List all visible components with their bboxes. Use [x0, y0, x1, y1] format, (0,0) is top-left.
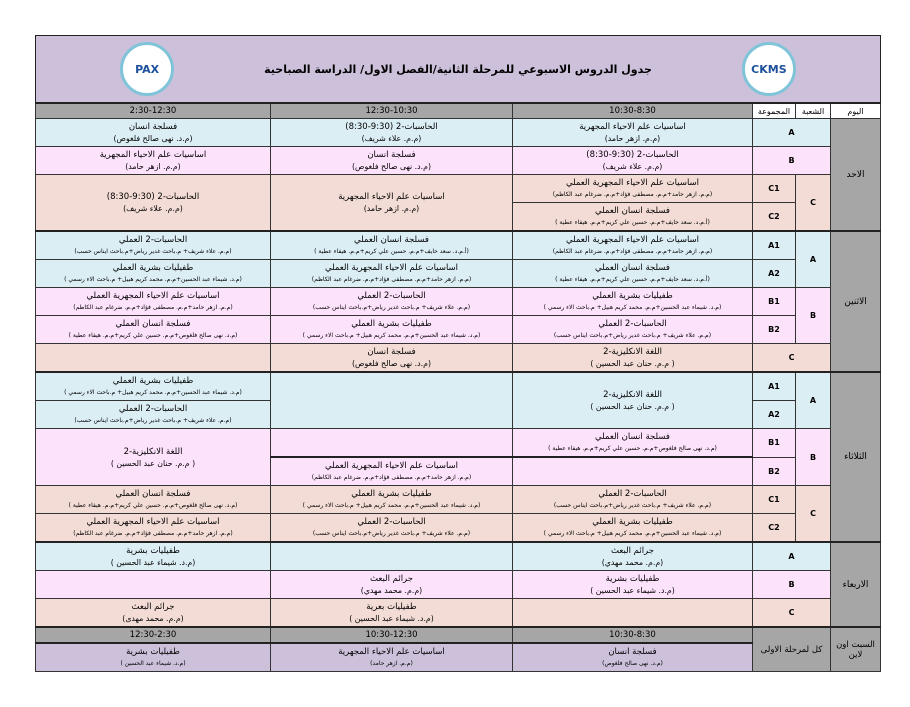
- class-cell: [271, 231, 513, 260]
- class-cell: [271, 486, 513, 514]
- teacher-name: (م.م. ازهر حامد): [604, 134, 661, 143]
- class-cell: [513, 288, 753, 316]
- teacher-name: ( م.م. حنان عبد الحسين ): [110, 458, 196, 468]
- header-time: 10:30-12:30: [271, 627, 513, 643]
- group-cell: B: [753, 147, 831, 175]
- class-cell: [513, 147, 753, 175]
- group-cell: B: [796, 429, 831, 486]
- class-cell: [513, 457, 753, 486]
- subject-name: الحاسبات-2 العملي: [357, 517, 426, 527]
- class-cell: [36, 514, 271, 543]
- class-cell: [513, 316, 753, 344]
- group-cell: B: [796, 288, 831, 344]
- teacher-name: (م.د. شيماء عبد الحسين ): [110, 558, 196, 567]
- class-cell: [513, 260, 753, 288]
- subject-name: اساسيات علم الاحياء المجهرية: [579, 122, 686, 132]
- subject-name: طفيليات بشرية العملي: [112, 376, 194, 386]
- subgroup-cell: C1: [753, 486, 796, 514]
- teacher-name: (م.م. علاء شريف): [123, 204, 183, 213]
- subject-name: فسلجة انسان العملي: [115, 319, 191, 329]
- subject-name: اساسيات علم الاحياء المجهرية العملي: [324, 263, 459, 273]
- teacher-name: (م.م. ازهر حامد): [363, 204, 420, 213]
- subject-name: طفيليات بشرية: [126, 546, 180, 556]
- teacher-name: (م.د. شيماء عبد الحسين+م.م. محمد كريم هبيل+ م.باحث الاء رسمي ): [302, 502, 481, 509]
- header-group: المجموعة: [753, 103, 796, 119]
- class-cell: [36, 119, 271, 147]
- class-cell: [36, 486, 271, 514]
- teacher-name: (م.د. نهى صالح فلغوص): [113, 134, 193, 143]
- timetable: [35, 35, 881, 672]
- subject-name: فسلجة انسان العملي: [595, 263, 670, 273]
- teacher-name: (أ.م.د. سعد حايف+م.م. حسين علي كريم+م.م. هيفاء عطية ): [314, 248, 469, 255]
- subject-name: اساسيات علم الاحياء المجهرية: [99, 150, 207, 160]
- class-cell: [271, 316, 513, 344]
- subject-name: الحاسبات-2 (9:30-8:30): [586, 150, 679, 160]
- teacher-name: (م.م. ازهر حامد): [125, 162, 181, 171]
- teacher-name: (أ.م.د. سعد حايف+م.م. حسين علي كريم+م.م. هيفاء عطية ): [555, 219, 710, 226]
- class-cell: [513, 429, 753, 458]
- teacher-name: (م.م. ازهر حامد+م.م. مصطفى فؤاد+م.م. ضرغام عبد الكاظم): [552, 191, 713, 198]
- subject-name: طفيليات بشرية: [126, 647, 180, 657]
- subject-name: طفيليات بشرية العملي: [351, 489, 432, 499]
- teacher-name: (أ.م.د. سعد حايف+م.م. حسين علي كريم+م.م. هيفاء عطية ): [555, 276, 710, 283]
- class-cell: [271, 599, 513, 628]
- subject-name: طفيليات بشرية العملي: [351, 319, 432, 329]
- subject-name: فسلجة انسان العملي: [595, 432, 670, 442]
- class-cell: [513, 571, 753, 599]
- subgroup-cell: A2: [753, 260, 796, 288]
- teacher-name: (م.د. شيماء عبد الحسين+م.م. محمد كريم هبيل+ م.باحث الاء رسمي ): [302, 332, 481, 339]
- teacher-name: (م.د. شيماء عبد الحسين ): [349, 614, 434, 623]
- subject-name: طفيليات بشرية العملي: [592, 291, 673, 301]
- subject-name: فسلجة انسان: [367, 150, 416, 160]
- day-cell: السبت اون لاين: [831, 627, 881, 672]
- header-time: 2:30-12:30: [36, 103, 271, 119]
- subject-name: الحاسبات-2 العملي: [118, 235, 188, 245]
- class-cell: [513, 119, 753, 147]
- subject-name: اساسيات علم الاحياء المجهرية العملي: [565, 235, 700, 245]
- subgroup-cell: B2: [753, 457, 796, 486]
- teacher-name: (م.م. علاء شريف): [602, 162, 663, 171]
- class-cell: [271, 119, 513, 147]
- subject-name: طفيليات بشرية العملي: [592, 517, 673, 527]
- class-cell: [271, 372, 513, 429]
- class-cell: [36, 643, 271, 672]
- group-cell: A: [796, 231, 831, 288]
- day-cell: الثلاثاء: [831, 372, 881, 542]
- subgroup-cell: C2: [753, 514, 796, 543]
- teacher-name: (م.م. محمد مهدي): [601, 558, 664, 567]
- group-cell: C: [753, 599, 831, 628]
- subject-name: اساسيات علم الاحياء المجهرية العملي: [324, 461, 459, 471]
- class-cell: [271, 260, 513, 288]
- class-cell: [513, 231, 753, 260]
- class-cell: [36, 260, 271, 288]
- subject-name: اساسيات علم الاحياء المجهرية: [338, 647, 445, 657]
- group-cell: A: [753, 119, 831, 147]
- subject-name: الحاسبات-2 (9:30-8:30): [106, 192, 200, 202]
- teacher-name: (م.م. محمد مهدى): [122, 614, 184, 623]
- subgroup-cell: A1: [753, 231, 796, 260]
- class-cell: [513, 175, 753, 203]
- subject-name: اساسيات علم الاحياء المجهرية العملي: [86, 517, 220, 527]
- teacher-name: (م.د. شيماء عبد الحسين ): [590, 586, 675, 595]
- teacher-name: ( م.م. حنان عبد الحسين ): [590, 359, 675, 368]
- page-title: جدول الدروس الاسبوعي للمرحلة الثانية/الفصل الاول/ الدراسة الصباحية: [264, 62, 652, 76]
- class-cell: [36, 231, 271, 260]
- header-time: 12:30-10:30: [271, 103, 513, 119]
- teacher-name: (م.د. شيماء عبد الحسين+م.م. محمد كريم هبيل+ م.باحث الاء رسمي ): [64, 276, 242, 283]
- class-cell: [271, 288, 513, 316]
- teacher-name: (م.م. ازهر حامد+م.م. مصطفى فؤاد+م.م. ضرغام عبد الكاظم): [311, 474, 472, 481]
- day-cell: الاحد: [831, 119, 881, 232]
- subject-name: الحاسبات-2 (9:30-8:30): [345, 122, 438, 132]
- class-cell: [271, 571, 513, 599]
- subject-name: طفيليات بشرية العملي: [112, 263, 194, 273]
- subject-name: اللغة الانكليزية-2: [123, 446, 183, 457]
- pax-logo: PAX: [120, 42, 174, 96]
- teacher-name: ( م.م. حنان عبد الحسين ): [590, 402, 675, 411]
- header-time: 10:30-8:30: [513, 627, 753, 643]
- subgroup-cell: B1: [753, 288, 796, 316]
- class-cell: [513, 344, 753, 373]
- header-section: الشعبة: [796, 103, 831, 119]
- class-cell: [36, 288, 271, 316]
- teacher-name: (م.م. علاء شريف+ م.باحث غدير رياض+م.باحث ايناس حسب): [74, 417, 232, 424]
- class-cell: [36, 429, 271, 486]
- class-cell: [36, 147, 271, 175]
- subject-name: فسلجة انسان العملي: [115, 489, 191, 499]
- teacher-name: (م.د. نهى صالح فلغوص): [352, 359, 431, 368]
- subgroup-cell: B1: [753, 429, 796, 458]
- subject-name: فسلجة انسان: [608, 647, 657, 657]
- subject-name: اساسيات علم الاحياء المجهرية: [338, 192, 445, 202]
- class-cell: [513, 542, 753, 571]
- teacher-name: (م.م. علاء شريف+ م.باحث غدير رياض+م.باحث ايناس حسب): [553, 502, 712, 509]
- subject-name: طفيليات بعرية: [366, 602, 417, 612]
- class-cell: [271, 429, 513, 458]
- teacher-name: (م.م. ازهر حامد): [370, 660, 413, 667]
- subject-name: الحاسبات-2 العملي: [598, 319, 667, 329]
- subject-name: اساسيات علم الاحياء المجهرية العملي: [565, 178, 700, 188]
- subject-name: جرائم البعث: [611, 546, 654, 556]
- subject-name: الحاسبات-2 العملي: [118, 404, 188, 414]
- subgroup-cell: A2: [753, 401, 796, 429]
- subject-name: اللغة الانكليزية-2: [603, 347, 662, 357]
- class-cell: [513, 514, 753, 543]
- ckms-logo: CKMS: [742, 42, 796, 96]
- teacher-name: (م.م. علاء شريف+ م.باحث غدير رياض+م.باحث ايناس حسب): [312, 530, 471, 537]
- class-cell: [271, 643, 513, 672]
- subgroup-cell: B2: [753, 316, 796, 344]
- group-cell: C: [753, 344, 831, 373]
- group-cell: A: [796, 372, 831, 429]
- day-cell: الاثنين: [831, 231, 881, 372]
- group-cell: C: [796, 175, 831, 232]
- teacher-name: (م.د. نهى صالح فلغوص+م.م. حسين علي كريم+م.م. هيفاء عطية ): [68, 502, 238, 509]
- class-cell: [36, 571, 271, 599]
- class-cell: [513, 643, 753, 672]
- teacher-name: (م.د. شيماء عبد الحسين ): [120, 660, 186, 667]
- class-cell: [36, 316, 271, 344]
- teacher-name: (م.د. نهى صالح فلغوص+م.م. حسين علي كريم+م.م. هيفاء عطية ): [548, 445, 717, 452]
- class-cell: [513, 372, 753, 429]
- class-cell: [271, 175, 513, 232]
- subject-name: اساسيات علم الاحياء المجهرية العملي: [86, 291, 220, 301]
- class-cell: [513, 599, 753, 628]
- group-cell: C: [796, 486, 831, 543]
- subject-name: جرائم البعث: [370, 574, 413, 584]
- class-cell: [271, 542, 513, 571]
- class-cell: [513, 486, 753, 514]
- class-cell: [513, 203, 753, 232]
- class-cell: [271, 457, 513, 486]
- subgroup-cell: C2: [753, 203, 796, 232]
- teacher-name: (م.م. ازهر حامد+م.م. مصطفى فؤاد+م.م. ضرغام عبد الكاظم): [552, 248, 713, 255]
- class-cell: [36, 344, 271, 373]
- class-cell: [36, 599, 271, 628]
- teacher-name: (م.م. علاء شريف+ م.باحث غدير رياض+م.باحث ايناس حسب): [74, 248, 232, 255]
- class-cell: [36, 401, 271, 429]
- teacher-name: (م.د. نهى صالح فلغوص): [602, 660, 663, 667]
- header-time: 12:30-2:30: [36, 627, 271, 643]
- subgroup-cell: A1: [753, 372, 796, 401]
- header-day: اليوم: [831, 103, 881, 119]
- teacher-name: (م.د. نهى صالح فلغوص): [352, 162, 431, 171]
- subject-name: فسلجة انسان العملي: [354, 235, 429, 245]
- teacher-name: (م.م. علاء شريف): [361, 134, 422, 143]
- subject-name: اللغة الانكليزية-2: [603, 390, 662, 400]
- teacher-name: (م.د. نهى صالح فلغوص+م.م. حسين علي كريم+م.م. هيفاء عطية ): [68, 332, 238, 339]
- teacher-name: (م.د. شيماء عبد الحسين+م.م. محمد كريم هبيل+ م.باحث الاء رسمي ): [543, 304, 722, 311]
- subject-name: الحاسبات-2 العملي: [598, 489, 667, 499]
- teacher-name: (م.م. ازهر حامد+م.م. مصطفى فؤاد+م.م. ضرغام عبد الكاظم): [73, 304, 233, 311]
- subject-name: فسلجة انسان: [367, 347, 416, 357]
- teacher-name: (م.م. علاء شريف+ م.باحث غدير رياض+م.باحث ايناس حسب): [312, 304, 471, 311]
- teacher-name: (م.د. شيماء عبد الحسين+م.م. محمد كريم هبيل+ م.باحث الاء رسمي ): [543, 530, 722, 537]
- class-cell: [271, 147, 513, 175]
- teacher-name: (م.م. ازهر حامد+م.م. مصطفى فؤاد+م.م. ضرغام عبد الكاظم): [311, 276, 472, 283]
- class-cell: [36, 542, 271, 571]
- group-cell: B: [753, 571, 831, 599]
- title-banner: [36, 36, 881, 104]
- teacher-name: (م.د. شيماء عبد الحسين+م.م. محمد كريم هبيل+ م.باحث الاء رسمي ): [64, 389, 242, 396]
- group-cell: كل لمرحلة الاولى: [753, 627, 831, 672]
- subgroup-cell: C1: [753, 175, 796, 203]
- subject-name: الحاسبات-2 العملي: [357, 291, 426, 301]
- subject-name: فسلجة انسان العملي: [595, 206, 670, 216]
- teacher-name: (م.م. ازهر حامد+م.م. مصطفى فؤاد+م.م. ضرغام عبد الكاظم): [73, 530, 233, 537]
- group-cell: A: [753, 542, 831, 571]
- class-cell: [36, 372, 271, 401]
- subject-name: طفيليات بشرية: [605, 574, 660, 584]
- class-cell: [271, 344, 513, 373]
- day-cell: الاربعاء: [831, 542, 881, 627]
- class-cell: [36, 175, 271, 232]
- class-cell: [271, 514, 513, 543]
- teacher-name: (م.م. علاء شريف+ م.باحث غدير رياض+م.باحث ايناس حسب): [553, 332, 712, 339]
- teacher-name: (م.م. محمد مهدي): [360, 586, 423, 595]
- header-time: 10:30-8:30: [513, 103, 753, 119]
- subject-name: جرائم البعث: [131, 602, 175, 612]
- subject-name: فسلجة انسان: [128, 122, 178, 132]
